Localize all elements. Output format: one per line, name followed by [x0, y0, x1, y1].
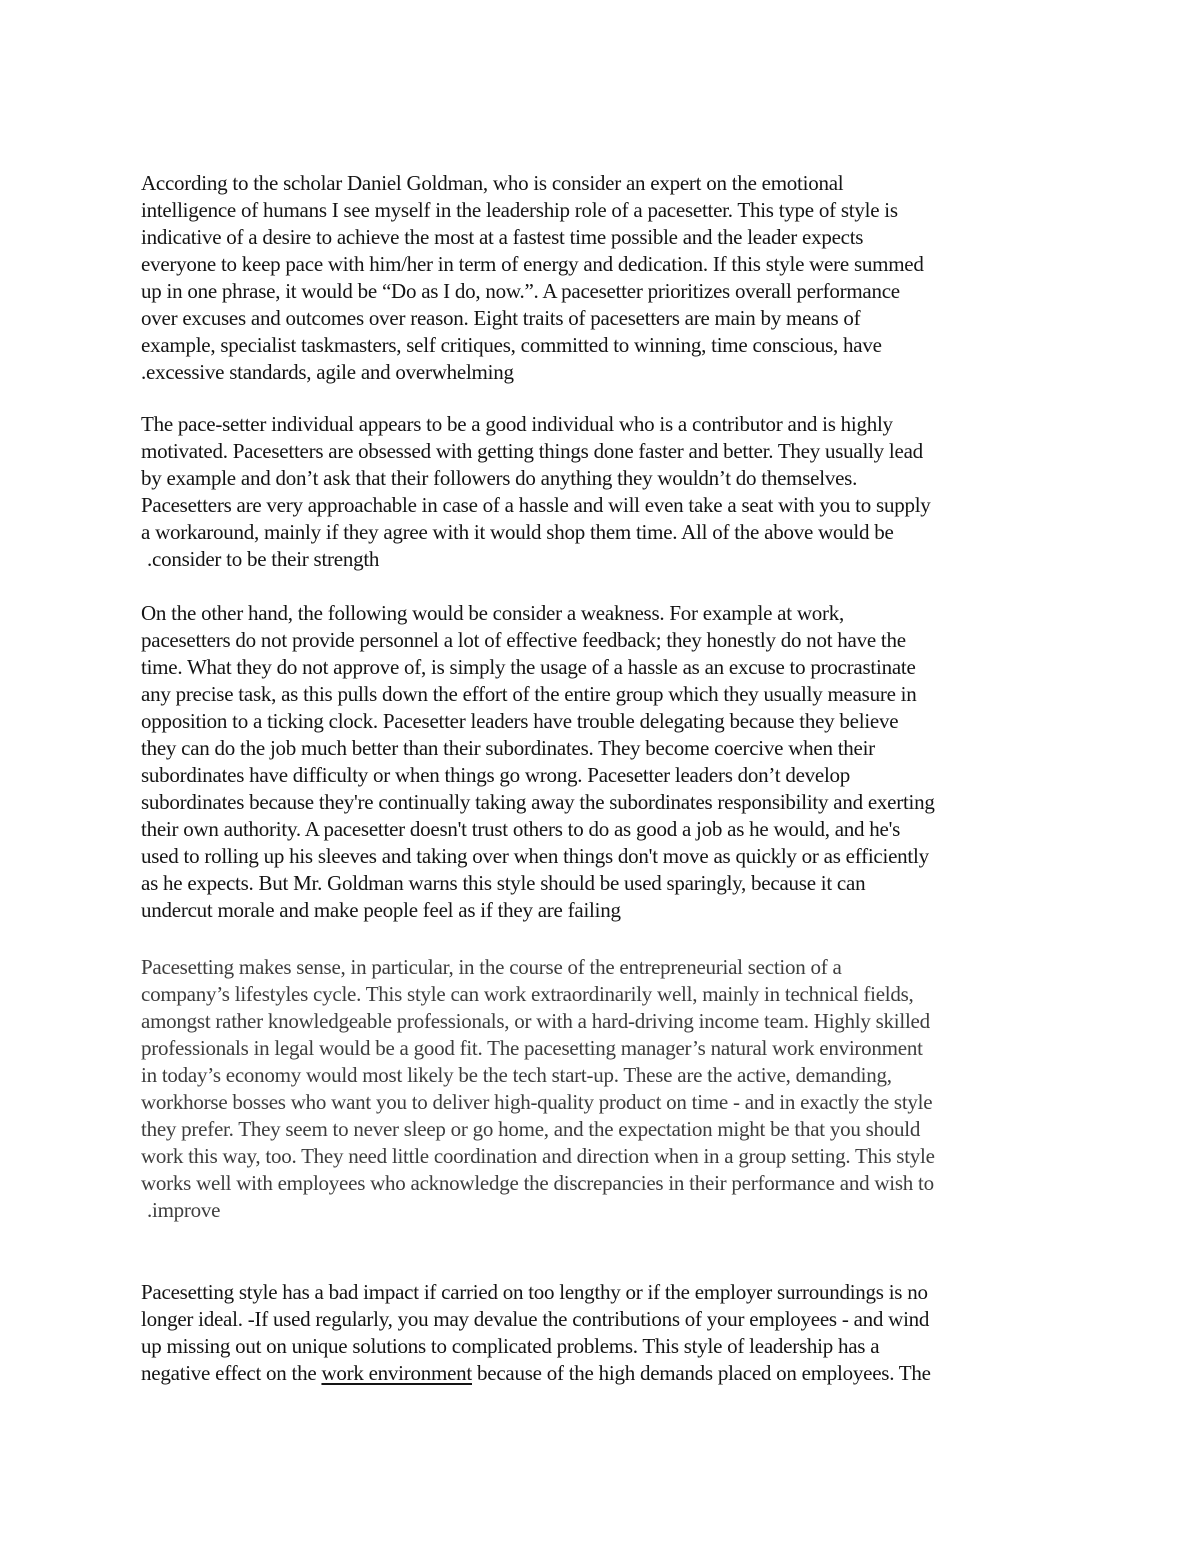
paragraph-when-it-works	[141, 954, 1071, 1224]
work-environment-link[interactable]: work environment	[321, 1361, 472, 1385]
text-line: over excuses and outcomes over reason. Eight traits of pacesetters are main by means of	[141, 306, 861, 330]
text-line: company’s lifestyles cycle. This style can work extraordinarily well, mainly in technical fields,	[141, 982, 914, 1006]
text-line: motivated. Pacesetters are obsessed with getting things done faster and better. They usually lead	[141, 439, 923, 463]
paragraph-leadership-role	[141, 170, 1071, 386]
text-line: in today’s economy would most likely be the tech start-up. These are the active, demanding,	[141, 1063, 892, 1087]
text-line: undercut morale and make people feel as if they are failing	[141, 898, 621, 922]
text-line: by example and don’t ask that their followers do anything they wouldn’t do themselves.	[141, 466, 858, 490]
text-line: On the other hand, the following would be consider a weakness. For example at work,	[141, 601, 844, 625]
text-line: longer ideal. -If used regularly, you may devalue the contributions of your employees - and wind	[141, 1307, 930, 1331]
text-line: a workaround, mainly if they agree with it would shop them time. All of the above would be	[141, 520, 894, 544]
text-fragment: negative effect on the	[141, 1361, 322, 1385]
text-line	[141, 1360, 1071, 1387]
text-line: used to rolling up his sleeves and taking over when things don't move as quickly or as efficiently	[141, 844, 929, 868]
text-line: workhorse bosses who want you to deliver high-quality product on time - and in exactly the style	[141, 1090, 933, 1114]
text-line: up missing out on unique solutions to complicated problems. This style of leadership has a	[141, 1334, 880, 1358]
text-line: amongst rather knowledgeable professionals, or with a hard-driving income team. Highly skilled	[141, 1009, 930, 1033]
text-line: .excessive standards, agile and overwhelming	[141, 360, 514, 384]
paragraph-negative-impact	[141, 1279, 1071, 1387]
text-line: example, specialist taskmasters, self critiques, committed to winning, time conscious, have	[141, 333, 882, 357]
paragraph-strengths	[141, 411, 1071, 573]
text-line: up in one phrase, it would be “Do as I do, now.”. A pacesetter prioritizes overall performance	[141, 279, 900, 303]
text-line: Pacesetting makes sense, in particular, in the course of the entrepreneurial section of a	[141, 955, 842, 979]
paragraph-weaknesses	[141, 600, 1071, 924]
text-line: professionals in legal would be a good fit. The pacesetting manager’s natural work environment	[141, 1036, 923, 1060]
text-line: Pacesetting style has a bad impact if carried on too lengthy or if the employer surroundings is no	[141, 1280, 928, 1304]
text-line: they prefer. They seem to never sleep or go home, and the expectation might be that you should	[141, 1117, 921, 1141]
text-line: opposition to a ticking clock. Pacesetter leaders have trouble delegating because they believe	[141, 709, 899, 733]
text-line: .consider to be their strength	[147, 547, 380, 571]
text-line: .improve	[147, 1198, 221, 1222]
text-line: The pace-setter individual appears to be a good individual who is a contributor and is highly	[141, 412, 893, 436]
text-line: Pacesetters are very approachable in case of a hassle and will even take a seat with you to supply	[141, 493, 931, 517]
text-line: pacesetters do not provide personnel a lot of effective feedback; they honestly do not have the	[141, 628, 906, 652]
text-line: According to the scholar Daniel Goldman, who is consider an expert on the emotional	[141, 171, 844, 195]
text-line: any precise task, as this pulls down the effort of the entire group which they usually measure in	[141, 682, 917, 706]
text-line: subordinates because they're continually taking away the subordinates responsibility and exerting	[141, 790, 935, 814]
text-line: they can do the job much better than their subordinates. They become coercive when their	[141, 736, 875, 760]
text-line: their own authority. A pacesetter doesn't trust others to do as good a job as he would, and he's	[141, 817, 901, 841]
text-line: subordinates have difficulty or when things go wrong. Pacesetter leaders don’t develop	[141, 763, 851, 787]
text-line: everyone to keep pace with him/her in term of energy and dedication. If this style were summed	[141, 252, 924, 276]
text-fragment: because of the high demands placed on employees. The	[472, 1361, 931, 1385]
text-line: work this way, too. They need little coordination and direction when in a group setting. This style	[141, 1144, 935, 1168]
text-line: as he expects. But Mr. Goldman warns this style should be used sparingly, because it can	[141, 871, 866, 895]
text-line: time. What they do not approve of, is simply the usage of a hassle as an excuse to procrastinate	[141, 655, 916, 679]
text-line: intelligence of humans I see myself in the leadership role of a pacesetter. This type of style is	[141, 198, 898, 222]
text-line: works well with employees who acknowledge the discrepancies in their performance and wish to	[141, 1171, 934, 1195]
text-line: indicative of a desire to achieve the most at a fastest time possible and the leader expects	[141, 225, 864, 249]
